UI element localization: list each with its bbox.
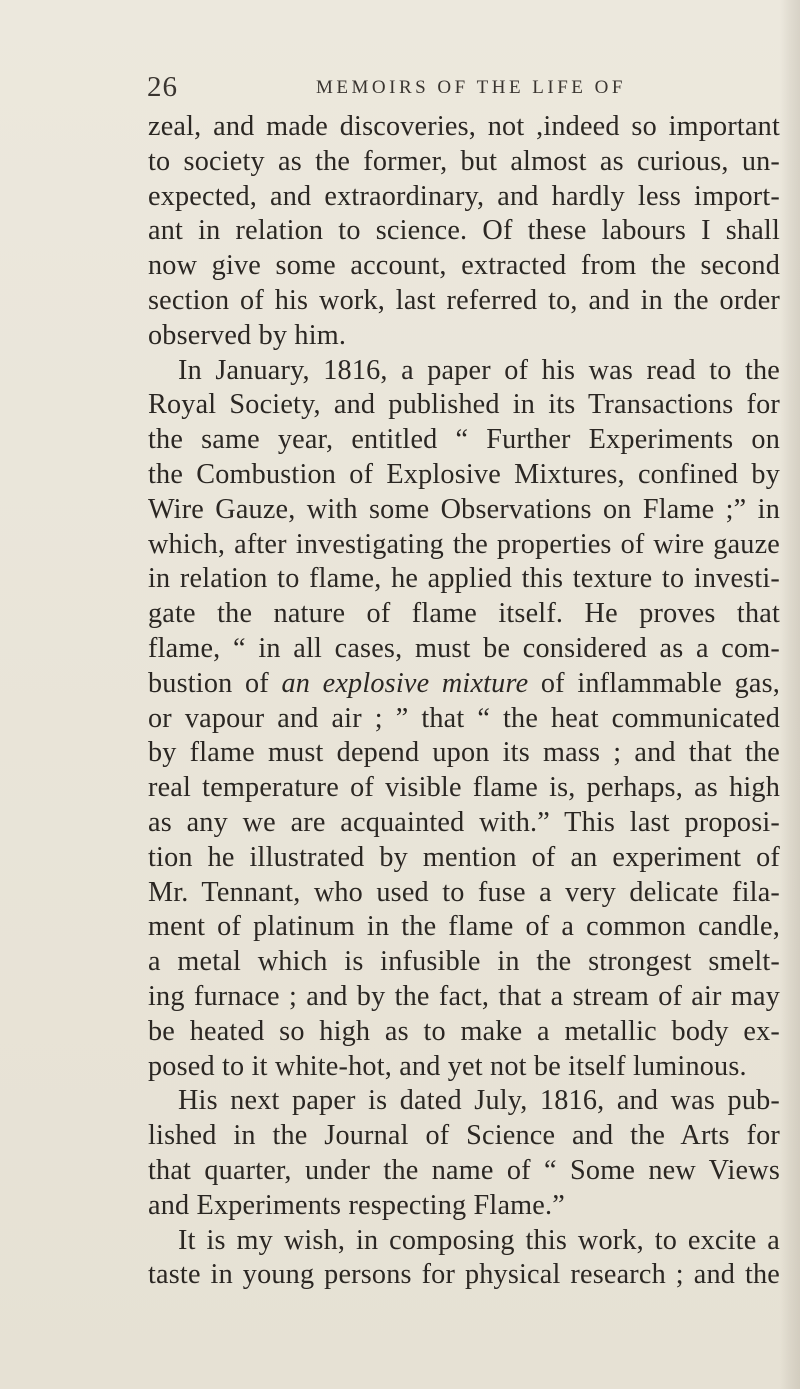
text-segment: bustion of — [148, 667, 282, 699]
text-line: a metal which is infusible in the strongest smelt- — [148, 946, 780, 978]
text-line: or vapour and air ; ” that “ the heat communicated — [148, 702, 780, 734]
text-line: to society as the former, but almost as curious, un- — [148, 145, 780, 177]
text-line: the Combustion of Explosive Mixtures, confined by — [148, 458, 780, 490]
text-line: lished in the Journal of Science and the Arts for — [148, 1120, 780, 1152]
text-line: section of his work, last referred to, and in the order — [148, 284, 780, 316]
text-line: observed by him. — [148, 319, 347, 351]
text-line: and Experiments respecting Flame.” — [148, 1189, 565, 1221]
text-line: in relation to flame, he applied this texture to investi- — [148, 563, 780, 595]
text-line: zeal, and made discoveries, not ,indeed so important — [148, 111, 780, 142]
text-line: ant in relation to science. Of these labours I shall — [148, 215, 780, 247]
italic-phrase: an explosive mixture — [281, 667, 529, 699]
text-line: by flame must depend upon its mass ; and that the — [148, 737, 780, 769]
text-line: now give some account, extracted from the second — [148, 250, 780, 282]
text-line: which, after investigating the properties of wire gauze — [148, 528, 780, 560]
text-line: gate the nature of flame itself. He proves that — [148, 598, 780, 630]
page-number: 26 — [147, 71, 178, 103]
text-segment: of inflammable gas, — [528, 667, 780, 699]
text-line: as any we are acquainted with.” This last proposi- — [148, 806, 780, 838]
text-line: flame, “ in all cases, must be considered as a com- — [148, 632, 780, 664]
text-line-with-italic — [148, 667, 780, 702]
text-line: real temperature of visible flame is, perhaps, as high — [148, 772, 780, 804]
paragraph-start-line: His next paper is dated July, 1816, and was pub- — [178, 1085, 780, 1117]
text-line: ing furnace ; and by the fact, that a stream of air may — [148, 980, 780, 1012]
running-head: MEMOIRS OF THE LIFE OF — [316, 77, 626, 98]
page-header — [0, 72, 800, 102]
text-line: expected, and extraordinary, and hardly less import- — [148, 180, 780, 212]
body-text — [148, 110, 780, 1293]
paragraph-start-line: In January, 1816, a paper of his was read to the — [178, 354, 780, 386]
text-line: be heated so high as to make a metallic body ex- — [148, 1015, 780, 1047]
text-line: posed to it white-hot, and yet not be itself luminous. — [148, 1050, 747, 1082]
paragraph-start-line: It is my wish, in composing this work, to excite a — [178, 1224, 780, 1256]
text-line: Mr. Tennant, who used to fuse a very delicate fila- — [148, 876, 780, 908]
text-line: tion he illustrated by mention of an experiment of — [148, 841, 780, 873]
text-line: Wire Gauze, with some Observations on Flame ;” in — [148, 493, 780, 525]
text-line: ment of platinum in the flame of a common candle, — [148, 911, 780, 943]
text-line: that quarter, under the name of “ Some new Views — [148, 1154, 780, 1186]
text-line: taste in young persons for physical research ; and the — [148, 1259, 780, 1291]
text-line: Royal Society, and published in its Transactions for — [148, 389, 780, 421]
text-line: the same year, entitled “ Further Experiments on — [148, 424, 780, 456]
